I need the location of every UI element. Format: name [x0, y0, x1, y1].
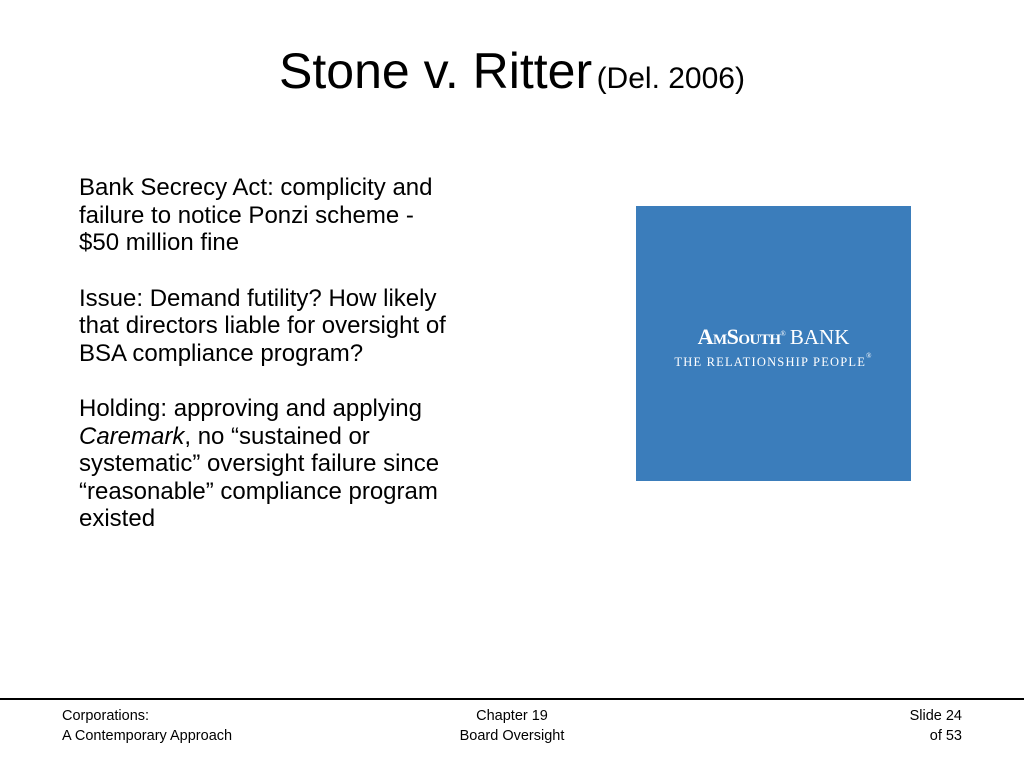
holding-text-start: Holding: approving and applying	[79, 395, 422, 422]
logo-bank-word: BANK	[789, 325, 850, 349]
slide-title	[0, 43, 1024, 99]
footer-slide-number	[910, 706, 962, 746]
logo-wordmark	[636, 324, 911, 350]
logo-name: AmSouth	[697, 324, 781, 349]
amsouth-bank-logo	[636, 206, 911, 481]
footer-book-title	[62, 706, 232, 746]
footer-left-line1: Corporations:	[62, 708, 150, 724]
footer-divider	[0, 698, 1024, 700]
logo-tagline-mark: ®	[866, 352, 873, 360]
holding-text-end: , no “sustained or systematic” oversight failure since “reasonable” compliance program existed	[79, 422, 440, 532]
paragraph-issue: Issue: Demand futility? How likely that directors liable for oversight of BSA compliance program?	[79, 284, 446, 367]
footer-right-line2: of 53	[929, 728, 962, 744]
footer-left-line2: A Contemporary Approach	[62, 728, 233, 744]
title-suffix: (Del. 2006)	[596, 62, 745, 95]
title-main: Stone v. Ritter	[279, 43, 593, 99]
paragraph-bank-secrecy-act: Bank Secrecy Act: complicity and failure to notice Ponzi scheme - $50 million fine	[79, 174, 433, 256]
footer-chapter	[412, 706, 612, 746]
paragraph-holding	[79, 395, 459, 533]
logo-tagline-row	[636, 352, 911, 370]
footer-center-line2: Board Oversight	[459, 728, 565, 744]
slide-body	[79, 174, 459, 561]
footer-right-line1: Slide 24	[909, 708, 962, 724]
caremark-italic: Caremark	[79, 422, 185, 450]
logo-tagline: THE RELATIONSHIP PEOPLE	[674, 355, 867, 369]
logo-trademark: ®	[780, 330, 786, 338]
footer-center-line1: Chapter 19	[476, 708, 548, 724]
